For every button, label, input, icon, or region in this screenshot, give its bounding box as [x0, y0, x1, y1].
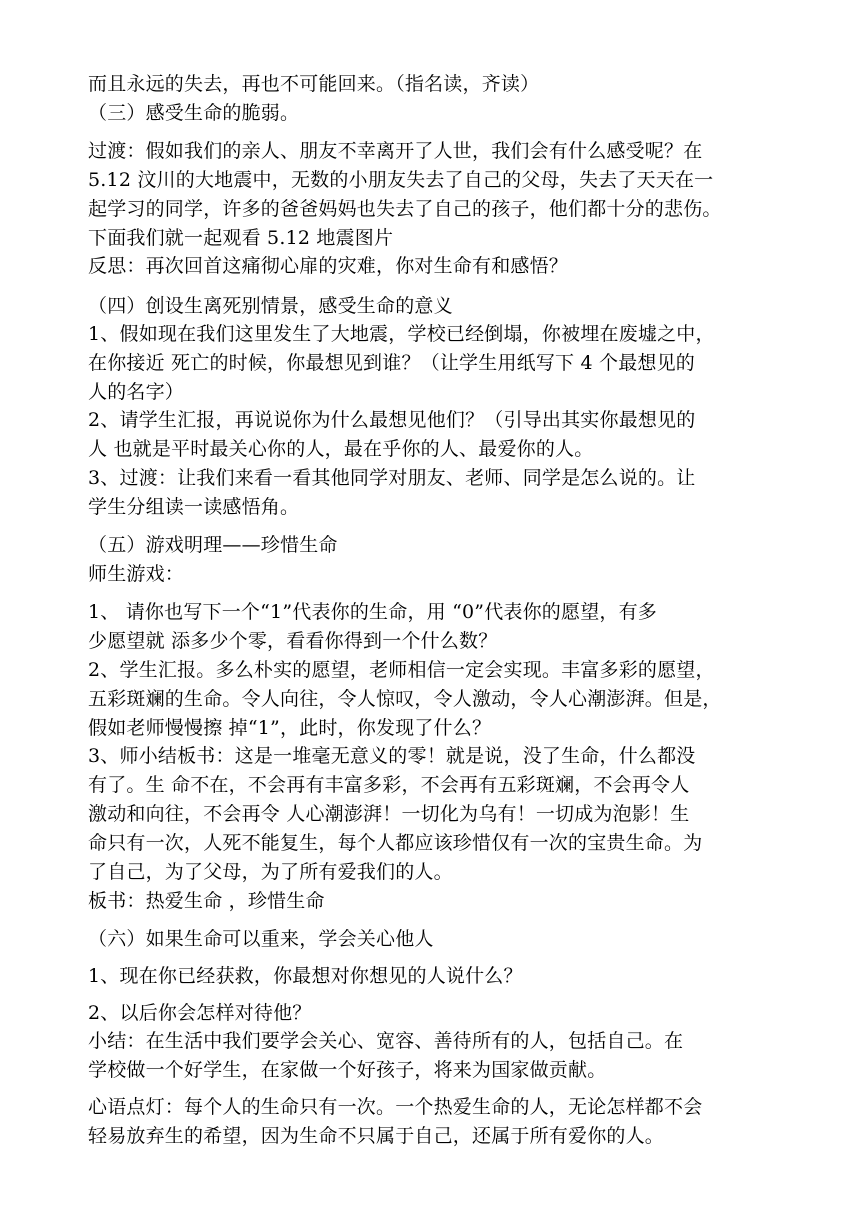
text-line: 3、师小结板书：这是一堆毫无意义的零！就是说，没了生命，什么都没: [88, 745, 696, 767]
text-line: 5.12 汶川的大地震中，无数的小朋友失去了自己的父母，失去了天天在一: [88, 169, 714, 191]
text-line: 五彩斑斓的生命。令人向往，令人惊叹，令人激动，令人心潮澎湃。但是，: [88, 688, 722, 710]
text-line: 有了。生 命不在，不会再有丰富多彩，不会再有五彩斑斓，不会再令人: [88, 774, 690, 796]
text-line: 师生游戏：: [88, 563, 185, 585]
paragraph: [88, 320, 788, 407]
text-line: 小结：在生活中我们要学会关心、宽容、善待所有的人，包括自己。在: [88, 1030, 684, 1052]
text-line: 1、现在你已经获救，你最想对你想见的人说什么？: [88, 965, 523, 987]
paragraph: [88, 70, 788, 99]
text-line: 人的名字）: [88, 381, 185, 403]
paragraph: [88, 1027, 788, 1085]
paragraph: [88, 292, 788, 321]
text-line: 1、 请你也写下一个“1”代表你的生命，用 “0”代表你的愿望，有多: [88, 601, 657, 623]
text-line: 过渡：假如我们的亲人、朋友不幸离开了人世，我们会有什么感受呢？在: [88, 140, 703, 162]
text-line: 3、过渡：让我们来看一看其他同学对朋友、老师、同学是怎么说的。让: [88, 467, 696, 489]
text-line: （六）如果生命可以重来，学会关心他人: [88, 928, 434, 950]
text-line: 下面我们就一起观看 5.12 地震图片: [88, 227, 394, 249]
text-line: 学生分组读一读感悟角。: [88, 496, 300, 518]
text-line: 学校做一个好学生，在家做一个好孩子，将来为国家做贡献。: [88, 1059, 607, 1081]
text-line: 命只有一次，人死不能复生，每个人都应该珍惜仅有一次的宝贵生命。为: [88, 832, 703, 854]
text-line: 了自己，为了父母，为了所有爱我们的人。: [88, 861, 453, 883]
text-line: 假如老师慢慢擦 掉“1”，此时，你发现了什么？: [88, 717, 492, 739]
text-line: 人 也就是平时最关心你的人，最在乎你的人、最爱你的人。: [88, 438, 594, 460]
text-line: 反思：再次回首这痛彻心扉的灾难，你对生命有和感悟？: [88, 255, 569, 277]
paragraph: [88, 560, 788, 589]
text-line: 在你接近 死亡的时候，你最想见到谁？（让学生用纸写下 4 个最想见的: [88, 352, 696, 374]
paragraph: [88, 1093, 788, 1151]
paragraph: [88, 464, 788, 522]
paragraph: [88, 406, 788, 464]
text-line: 2、以后你会怎样对待他？: [88, 1002, 312, 1024]
text-line: 2、请学生汇报，再说说你为什么最想见他们？（引导出其实你最想见的: [88, 409, 696, 431]
paragraph: [88, 531, 788, 560]
paragraph: [88, 887, 788, 916]
text-line: （三）感受生命的脆弱。: [88, 102, 300, 124]
paragraph: [88, 925, 788, 954]
text-line: 少愿望就 添多少个零，看看你得到一个什么数？: [88, 630, 498, 652]
text-line: 心语点灯：每个人的生命只有一次。一个热爱生命的人，无论怎样都不会: [88, 1096, 703, 1118]
text-line: （五）游戏明理——珍惜生命: [88, 534, 338, 556]
paragraph: [88, 999, 788, 1028]
text-line: 板书：热爱生命 ，珍惜生命: [88, 890, 325, 912]
text-line: 1、假如现在我们这里发生了大地震，学校已经倒塌，你被埋在废墟之中，: [88, 323, 715, 345]
paragraph: [88, 962, 788, 991]
text-line: 而且永远的失去，再也不可能回来。（指名读，齐读）: [88, 73, 540, 95]
text-line: （四）创设生离死别情景，感受生命的意义: [88, 295, 453, 317]
paragraph: [88, 598, 788, 656]
paragraph: [88, 742, 788, 887]
paragraph: [88, 137, 788, 253]
paragraph: [88, 252, 788, 281]
text-line: 起学习的同学，许多的爸爸妈妈也失去了自己的孩子，他们都十分的悲伤。: [88, 198, 722, 220]
text-line: 轻易放弃生的希望，因为生命不只属于自己，还属于所有爱你的人。: [88, 1125, 665, 1147]
text-line: 激动和向往，不会再令 人心潮澎湃！一切化为乌有！一切成为泡影！生: [88, 803, 690, 825]
text-line: 2、学生汇报。多么朴实的愿望，老师相信一定会实现。丰富多彩的愿望，: [88, 659, 715, 681]
paragraph: [88, 99, 788, 128]
paragraph: [88, 656, 788, 743]
